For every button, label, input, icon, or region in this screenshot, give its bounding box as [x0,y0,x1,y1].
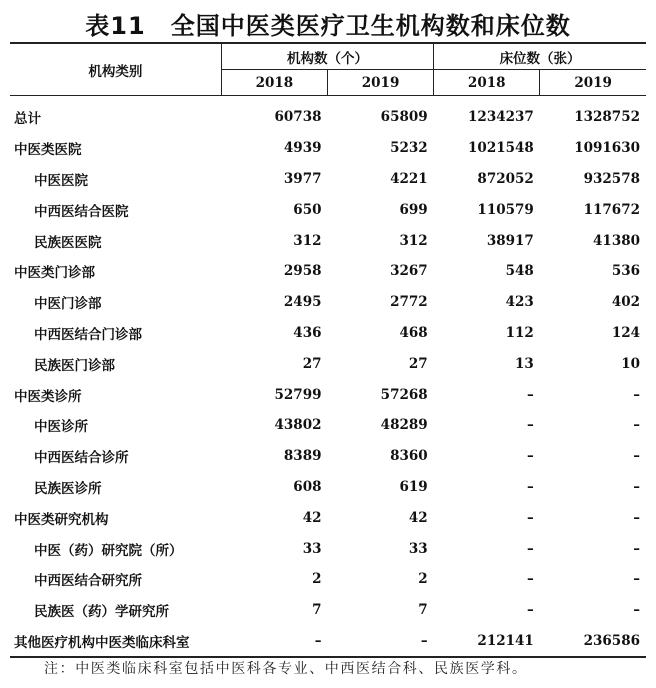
table-row [10,441,646,472]
header-row-groups [10,43,646,70]
table-cell: 436 [293,324,322,341]
table-cell: – [527,478,534,495]
year-header: 2019 [540,70,646,96]
table-row [10,410,646,441]
category-header: 机构类别 [10,43,221,96]
table-cell: 3267 [390,263,428,280]
table-cell: 7 [418,602,428,619]
table-cell: 27 [408,355,428,372]
table-cell: – [527,540,534,557]
row-label: 中医类诊所 [14,388,82,405]
row-label: 中医类门诊部 [14,265,95,282]
stats-table [10,42,646,658]
table-cell: 41380 [593,232,640,249]
table-cell: 2 [418,571,428,588]
table-cell: – [633,571,640,588]
table-cell: 52799 [274,386,322,403]
table-cell: – [527,386,534,403]
table-row [10,133,646,164]
table-row [10,348,646,379]
table-row [10,564,646,595]
table-cell: 43802 [274,417,322,434]
table-row [10,502,646,533]
table-cell: 536 [611,263,640,280]
table-cell: 619 [399,478,428,495]
table-cell: 48289 [380,417,428,434]
table-cell: 60738 [274,109,322,126]
table-row [10,533,646,564]
row-label: 中医类医院 [14,142,82,159]
year-header: 2018 [434,70,540,96]
table-cell: 423 [505,294,534,311]
table-cell: 33 [408,540,428,557]
table-cell: – [633,509,640,526]
row-label: 总计 [14,111,41,128]
table-cell: 2 [312,571,322,588]
table-cell: 3977 [283,170,322,187]
table-row [10,472,646,503]
table-cell: – [633,478,640,495]
row-label: 民族医门诊部 [34,357,115,374]
table-cell: 7 [312,602,322,619]
table-title: 表11 全国中医类医疗卫生机构数和床位数 [85,12,571,40]
row-label: 民族医医院 [34,234,102,251]
table-cell: 2772 [390,294,428,311]
table-cell: 468 [399,324,428,341]
table-cell: – [527,509,534,526]
table-cell: – [633,448,640,465]
table-cell: 110579 [477,201,534,218]
year-header: 2019 [327,70,433,96]
table-cell: 872052 [477,170,534,187]
table-cell: – [633,602,640,619]
row-label: 民族医（药）学研究所 [34,604,169,621]
table-cell: 932578 [583,170,640,187]
row-label: 中医诊所 [34,419,88,436]
beds-group-header: 床位数（张） [434,43,646,70]
table-cell: 65809 [380,109,428,126]
table-cell: 57268 [380,386,428,403]
table-cell: 1328752 [574,109,640,126]
table-row [10,225,646,256]
row-label: 其他医疗机构中医类临床科室 [10,626,221,658]
table-row [10,96,646,133]
table-cell: 10 [621,355,640,372]
table-cell: 4221 [390,170,428,187]
table-cell: – [633,540,640,557]
table-cell: 2495 [283,294,322,311]
row-label: 中西医结合医院 [34,203,129,220]
table-cell: – [633,417,640,434]
table-cell: 699 [399,201,428,218]
row-label: 中医（药）研究院（所） [34,542,183,559]
table-cell: 38917 [486,232,534,249]
row-label: 中西医结合研究所 [34,573,142,590]
table-cell: 312 [293,232,322,249]
table-cell: 42 [408,509,428,526]
table-cell: 212141 [434,626,540,658]
table-cell: 650 [293,201,322,218]
table-cell: 117672 [583,201,640,218]
row-label: 中西医结合门诊部 [34,326,142,343]
table-cell: – [527,571,534,588]
table-cell: 236586 [540,626,646,658]
table-cell: 608 [293,478,322,495]
table-cell: 5232 [390,140,428,157]
table-body [10,96,646,658]
table-cell: 42 [302,509,322,526]
table-row [10,164,646,195]
row-label: 民族医诊所 [34,480,102,497]
table-cell: 27 [302,355,322,372]
table-cell: – [327,626,433,658]
table-cell: – [527,417,534,434]
table-row [10,318,646,349]
table-row [10,595,646,626]
table-cell: 4939 [283,140,322,157]
table-cell: 1021548 [468,140,534,157]
year-header: 2018 [221,70,327,96]
table-cell: – [527,602,534,619]
table-cell: 8360 [390,448,428,465]
table-cell: 2958 [283,263,322,280]
table-cell: 33 [302,540,322,557]
table-cell: – [221,626,327,658]
row-label: 中医类研究机构 [14,511,109,528]
table-cell: 1234237 [468,109,534,126]
table-row [10,287,646,318]
table-row [10,256,646,287]
table-row [10,194,646,225]
table-cell: 312 [399,232,428,249]
table-cell: 402 [611,294,640,311]
table-cell: – [527,448,534,465]
table-cell: 8389 [283,448,322,465]
table-cell: 548 [505,263,534,280]
table-row [10,626,646,658]
table-row [10,379,646,410]
table-cell: 13 [515,355,534,372]
footnote: 注：中医类临床科室包括中医科各专业、中西医结合科、民族医学科。 [44,661,528,677]
table-cell: – [633,386,640,403]
table-cell: 124 [611,324,640,341]
row-label: 中医门诊部 [34,296,102,313]
institutions-group-header: 机构数（个） [221,43,433,70]
row-label: 中西医结合诊所 [34,450,129,467]
row-label: 中医医院 [34,172,88,189]
table-cell: 112 [505,324,534,341]
table-cell: 1091630 [574,140,640,157]
